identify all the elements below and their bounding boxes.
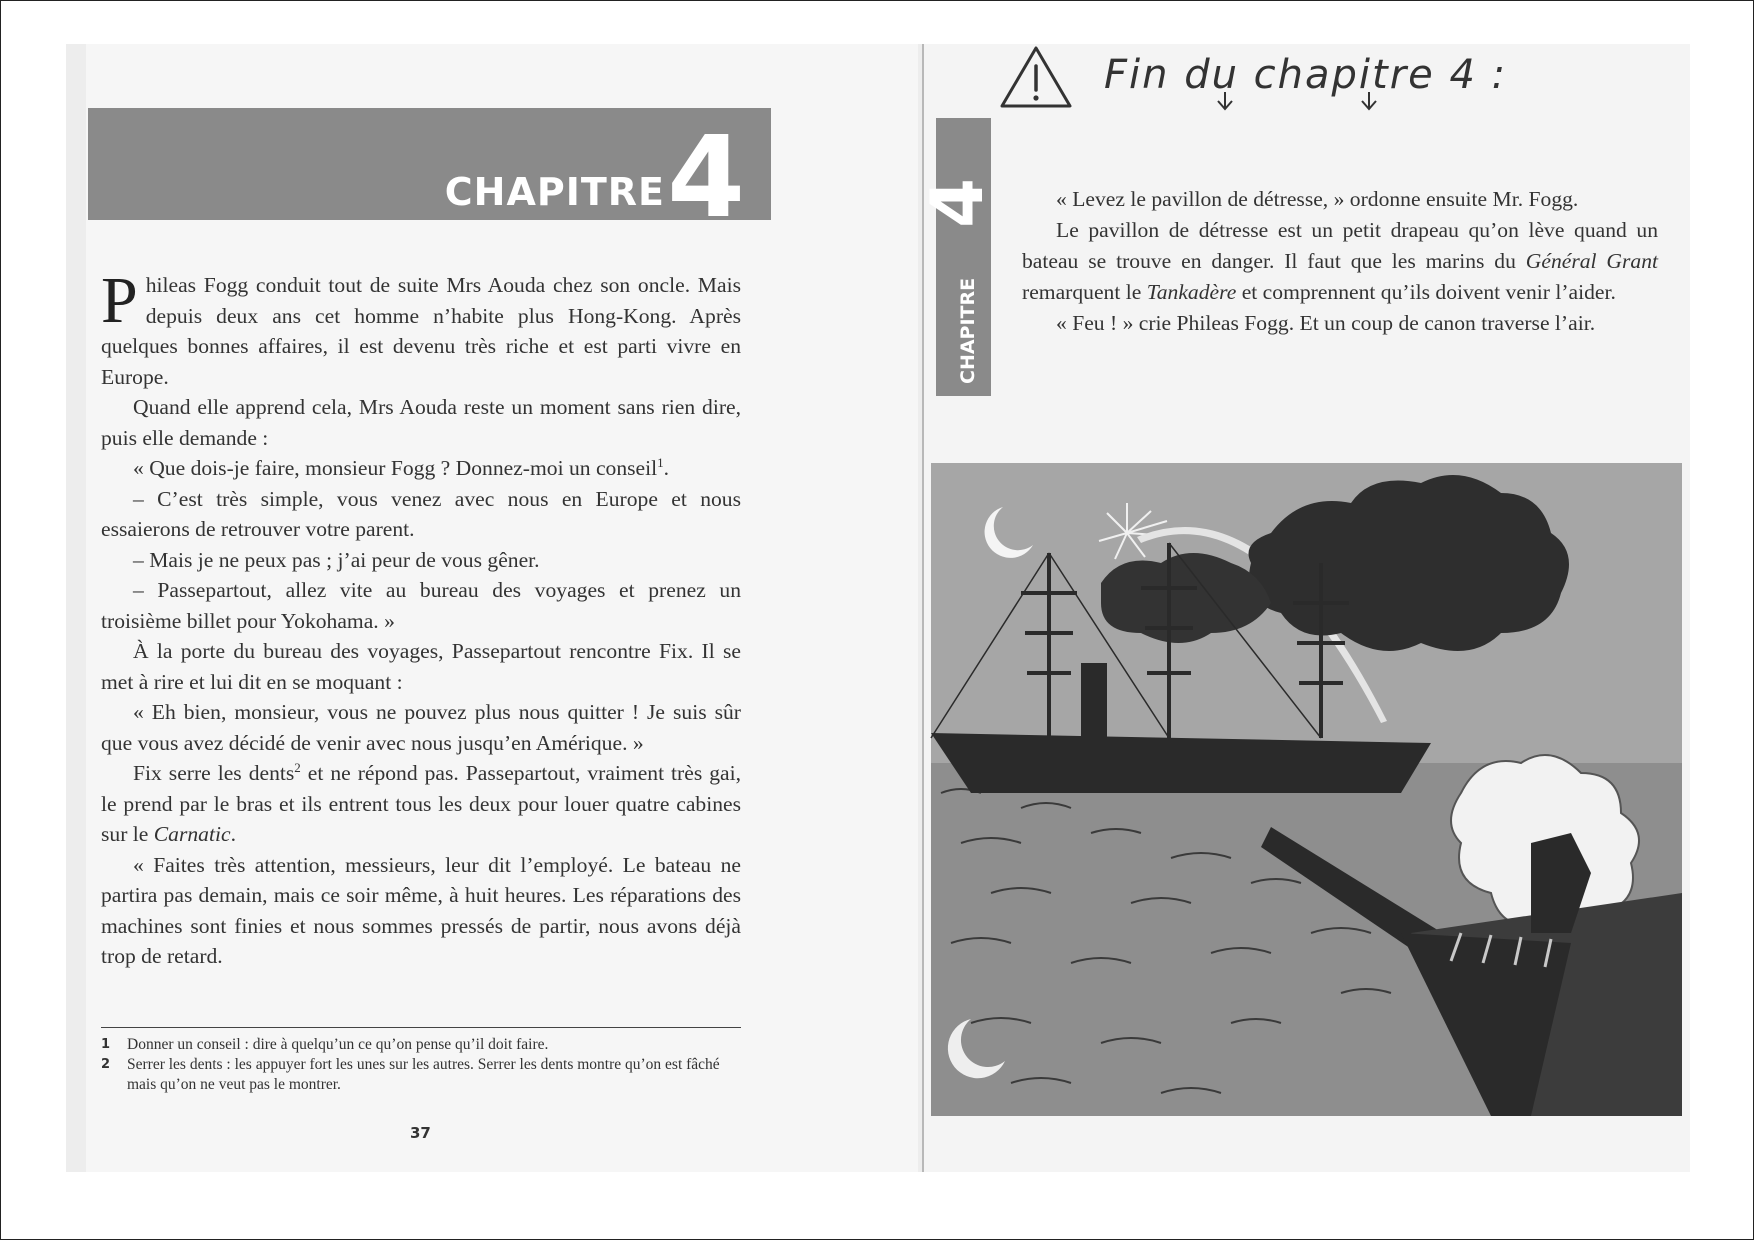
paragraph: [101, 758, 741, 850]
paragraph: « Faites très attention, messieurs, leur dit l’employé. Le bateau ne partira pas demain, mais ce soir même, à huit heures. Les réparations des machines sont finies et nous sommes pressés de partir, nous avons déjà trop de retard.: [101, 852, 741, 968]
paragraph: [1022, 215, 1658, 308]
paragraph: « Eh bien, monsieur, vous ne pouvez plus nous quitter ! Je suis sûr que vous avez décidé de venir avec nous jusqu’en Amérique. »: [101, 700, 741, 755]
footnote-ref[interactable]: 1: [657, 454, 664, 470]
paragraph-text: et comprennent qu’ils doivent venir l’aider.: [1241, 280, 1616, 304]
page-number: 37: [410, 1124, 431, 1142]
punctuation: .: [663, 456, 670, 480]
paragraph: – Mais je ne peux pas ; j’ai peur de vous gêner.: [133, 547, 540, 572]
footnote-number: 2: [101, 1057, 111, 1072]
footnote-text: Donner un conseil : dire à quelqu’un ce qu’on pense qu’il doit faire.: [127, 1036, 549, 1053]
chapter-side-label: [915, 118, 999, 396]
paragraph: – C’est très simple, vous venez avec nous en Europe et nous essaierons de retrouver votre parent.: [101, 486, 741, 541]
ship-cannon-illustration: [931, 463, 1682, 1116]
footnote: [101, 1055, 741, 1095]
paragraph: [101, 453, 741, 484]
down-arrow-icon: [1212, 90, 1238, 112]
paragraph: « Levez le pavillon de détresse, » ordonne ensuite Mr. Fogg.: [1056, 187, 1579, 211]
warning-triangle-icon: [998, 44, 1074, 110]
chapter-banner-word: CHAPITRE: [444, 170, 665, 214]
chapter-banner: [88, 108, 771, 243]
paragraph-text: Le pavillon de détresse est un petit drapeau qu’on lève quand un bateau se trouve en danger. Il faut que les marins du: [1022, 218, 1658, 273]
footnote: [101, 1035, 741, 1055]
handwritten-note-text: Fin du chapitre 4 :: [1104, 52, 1508, 98]
footnote-divider: [101, 1027, 741, 1028]
chapter-banner-number: 4: [667, 113, 745, 243]
chapter-side-number: 4: [915, 177, 999, 228]
right-page-text: [1022, 184, 1658, 339]
paragraph: [101, 264, 741, 392]
paragraph: – Passepartout, allez vite au bureau des voyages et prenez un troisième billet pour Yokohama. »: [101, 578, 741, 633]
punctuation: .: [230, 822, 236, 846]
paragraph: « Feu ! » crie Phileas Fogg. Et un coup de canon traverse l’air.: [1056, 311, 1596, 335]
dropcap: P: [101, 264, 138, 337]
ship-name: Tankadère: [1146, 280, 1237, 304]
footnote-text: Serrer les dents : les appuyer fort les unes sur les autres. Serrer les dents montre qu’on est fâché mais qu’on ne veut pas le montrer.: [127, 1056, 720, 1093]
paragraph-text: hileas Fogg conduit tout de suite Mrs Aouda chez son oncle. Mais depuis deux ans cet homme n’habite plus Hong-Kong. Après quelques bonnes affaires, il est devenu très riche et est parti vivre en Europe.: [101, 273, 741, 389]
chapter-body: [101, 264, 741, 972]
paragraph-text: et ne répond pas. Passepartout, vraiment très gai, le prend par le bras et ils entrent tous les deux pour louer quatre cabines sur le: [101, 761, 741, 846]
ship-name: Carnatic: [153, 822, 231, 846]
footnote-number: 1: [101, 1037, 111, 1052]
paragraph-text: Fix serre les dents: [133, 761, 295, 785]
paragraph: Quand elle apprend cela, Mrs Aouda reste un moment sans rien dire, puis elle demande :: [101, 395, 741, 450]
down-arrow-icon: [1356, 90, 1382, 112]
ship-name: Général Grant: [1525, 249, 1658, 273]
chapter-side-word: CHAPITRE: [957, 277, 979, 384]
paragraph-text: remarquent le: [1022, 280, 1142, 304]
footnotes: [101, 1035, 741, 1095]
paragraph-text: « Que dois-je faire, monsieur Fogg ? Donnez-moi un conseil: [133, 456, 658, 480]
footnote-ref[interactable]: 2: [294, 759, 301, 775]
handwritten-note: [998, 44, 1518, 116]
paragraph: À la porte du bureau des voyages, Passepartout rencontre Fix. Il se met à rire et lui dit en se moquant :: [101, 639, 741, 694]
